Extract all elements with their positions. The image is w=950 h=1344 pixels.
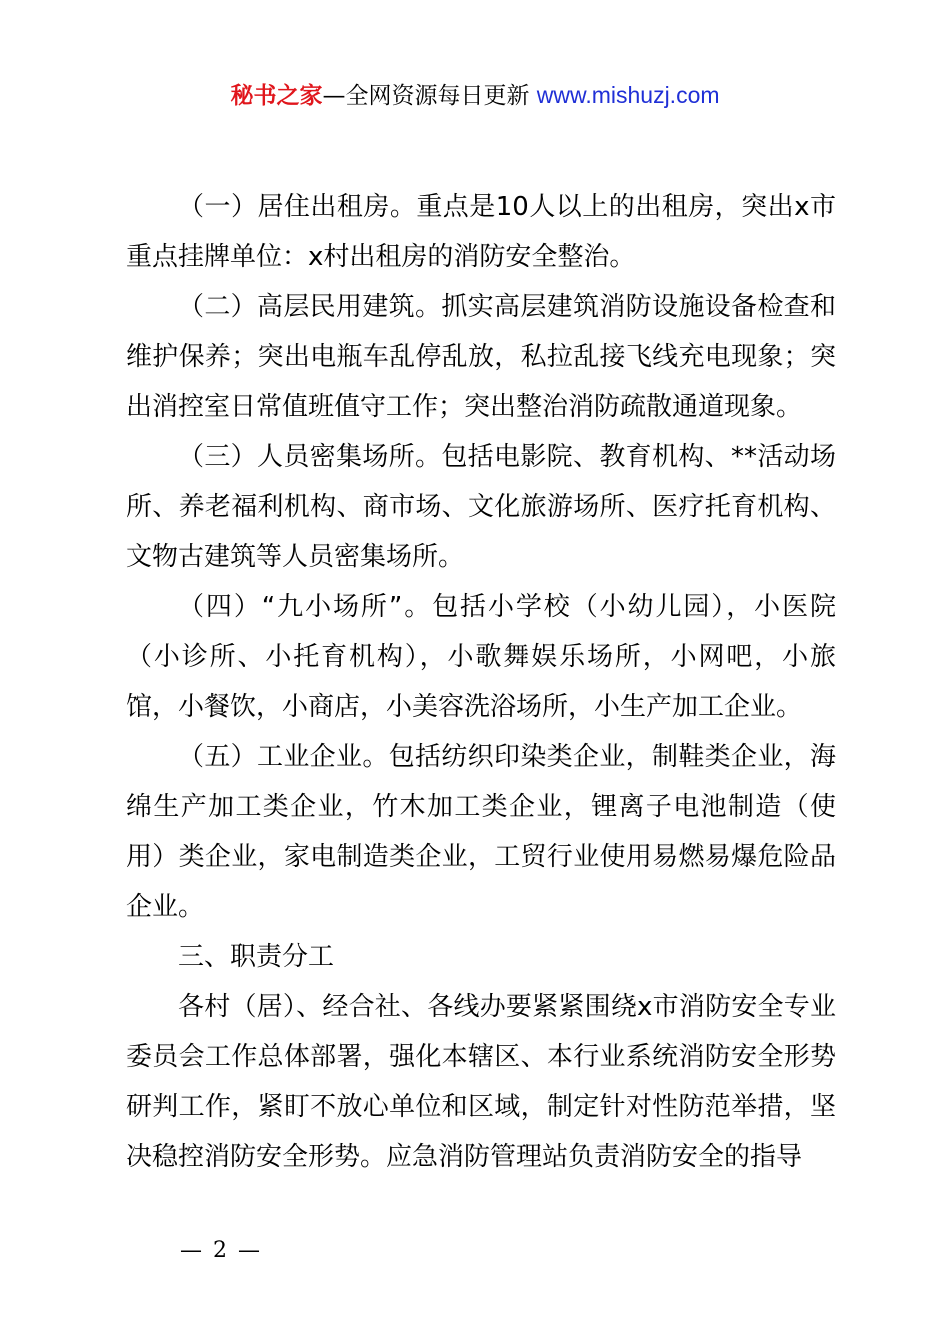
- document-body: [126, 182, 836, 1182]
- site-url-link[interactable]: www.mishuzj.com: [536, 82, 720, 108]
- paragraph-nine-small-places: （四）“九小场所”。包括小学校（小幼儿园），小医院（小诊所、小托育机构），小歌舞娱乐场所，小网吧，小旅馆，小餐饮，小商店，小美容洗浴场所，小生产加工企业。: [126, 592, 836, 722]
- paragraph-rental-housing: （一）居住出租房。重点是10人以上的出租房，突出x市重点挂牌单位：x村出租房的消防安全整治。: [126, 192, 836, 272]
- brand-name: 秘书之家: [230, 83, 323, 109]
- paragraph-industrial-enterprises: （五）工业企业。包括纺织印染类企业，制鞋类企业，海绵生产加工类企业，竹木加工类企业，锂离子电池制造（使用）类企业，家电制造类企业，工贸行业使用易燃易爆危险品企业。: [126, 742, 836, 922]
- header-tagline: —全网资源每日更新: [322, 83, 537, 109]
- paragraph-crowded-places: （三）人员密集场所。包括电影院、教育机构、**活动场所、养老福利机构、商市场、文化旅游场所、医疗托育机构、文物古建筑等人员密集场所。: [126, 442, 836, 572]
- page-number: — 2 —: [180, 1238, 262, 1263]
- section-heading-responsibilities: 三、职责分工: [178, 942, 335, 972]
- site-header: [0, 78, 950, 113]
- paragraph-responsibilities: 各村（居）、经合社、各线办要紧紧围绕x市消防安全专业委员会工作总体部署，强化本辖区、本行业系统消防安全形势研判工作，紧盯不放心单位和区域，制定针对性防范举措，坚决稳控消防安全形势。应急消防管理站负责消防安全的指导: [126, 992, 836, 1172]
- paragraph-high-rise-buildings: （二）高层民用建筑。抓实高层建筑消防设施设备检查和维护保养；突出电瓶车乱停乱放，私拉乱接飞线充电现象；突出消控室日常值班值守工作；突出整治消防疏散通道现象。: [126, 292, 836, 422]
